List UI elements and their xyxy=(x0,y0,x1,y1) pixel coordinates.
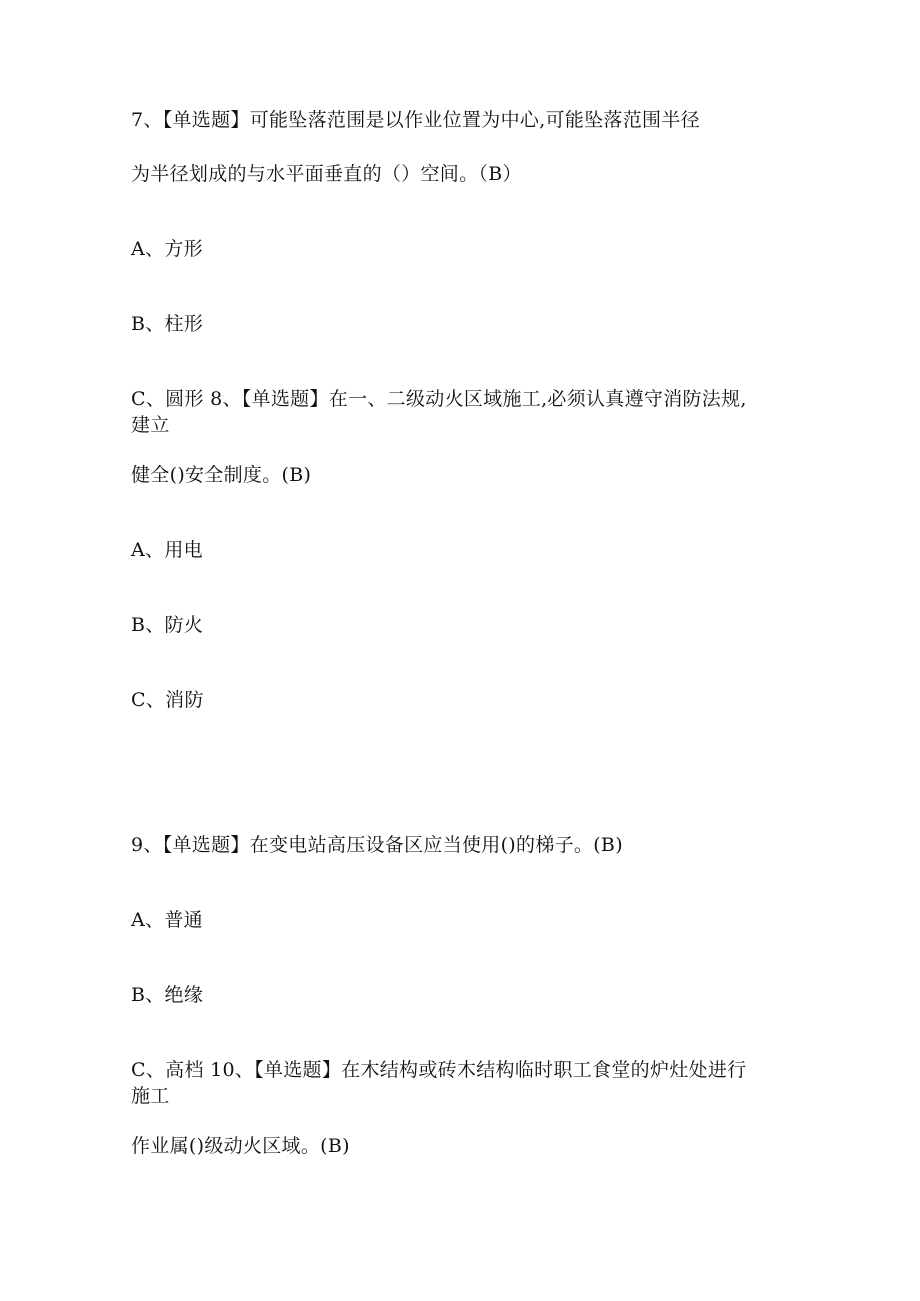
question-7-line-2: 为半径划成的与水平面垂直的（）空间。（B） xyxy=(131,163,522,185)
question-7-line-1: 7、【单选题】可能坠落范围是以作业位置为中心,可能坠落范围半径 xyxy=(131,109,700,131)
question-9-option-a: A、普通 xyxy=(131,909,203,931)
question-8-option-a: A、用电 xyxy=(131,539,203,561)
question-10-line-1: C、高档 10、【单选题】在木结构或砖木结构临时职工食堂的炉灶处进行 xyxy=(131,1059,747,1081)
question-8-option-b: B、防火 xyxy=(131,614,204,636)
question-9-line-1: 9、【单选题】在变电站高压设备区应当使用()的梯子。(B) xyxy=(131,834,623,856)
question-8-line-2: 建立 xyxy=(131,414,170,436)
question-8-option-c: C、消防 xyxy=(131,689,204,711)
question-7-option-a: A、方形 xyxy=(131,238,203,260)
question-8-line-1: C、圆形 8、【单选题】在一、二级动火区域施工,必须认真遵守消防法规, xyxy=(131,388,747,410)
question-10-line-2: 施工 xyxy=(131,1085,170,1107)
question-9-option-b: B、绝缘 xyxy=(131,984,204,1006)
question-7-option-b: B、柱形 xyxy=(131,313,204,335)
question-10-line-3: 作业属()级动火区域。(B) xyxy=(131,1135,350,1157)
question-8-line-3: 健全()安全制度。(B) xyxy=(131,464,312,486)
